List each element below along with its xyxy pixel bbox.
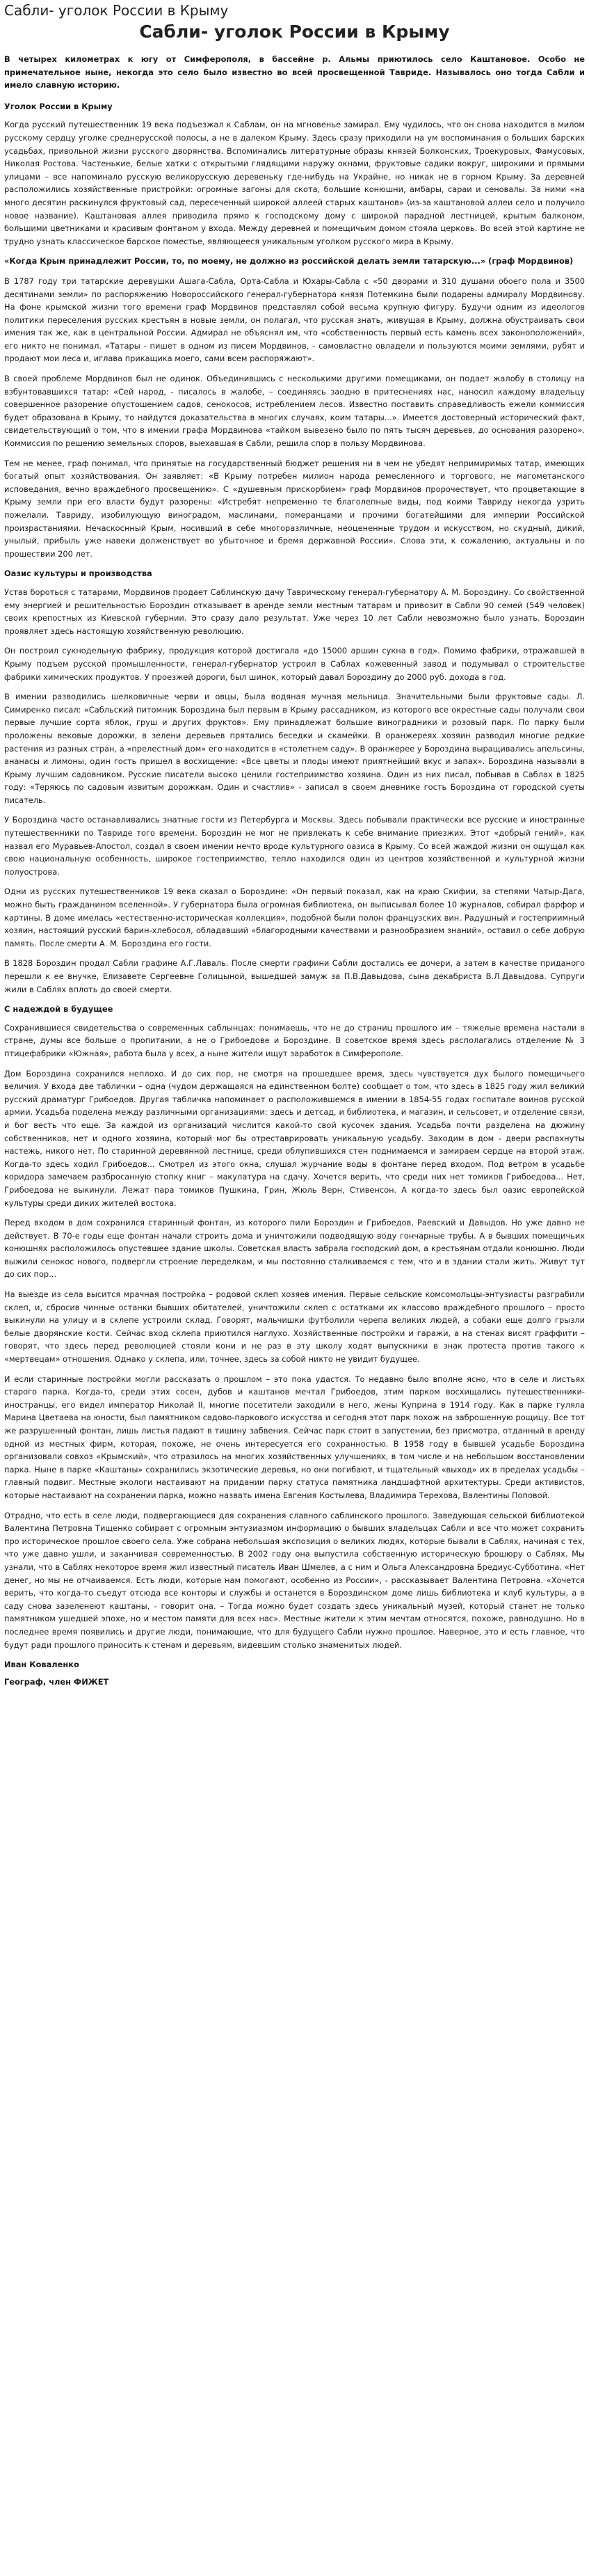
section-heading-future-hope: С надеждой в будущее — [4, 1004, 113, 1015]
article-paragraph: Перед входом в дом сохранился старинный фонтан, из которого пили Бороздин и Грибоедов, Раевский и Давыдов. Но уже давно не действует. В 70-е годы еще фонтан начали строить дома и уничтожили подводящую воду гончарные трубы. А в бывших помещичьих конюшнях расположилось опустевшее здание школы. Советская власть забрала господский дом, а крестьянам отдали конюшню. Люди выжили сенокос нового, подвергли строение переделкам, и мы постоянно сталкиваемся с тем, что и в здании стали жить. Живут тут до сих пор... — [4, 1218, 585, 1280]
article-quote: «Когда Крым принадлежит России, то, по моему, не должно из российской делать земли татарскую...» (граф Мордвинов) — [4, 256, 574, 267]
window-title: Сабли- уголок России в Крыму — [4, 2, 229, 19]
author-role: Географ, член ФИЖЕТ — [4, 1676, 109, 1687]
article-lead: В четырех километрах к югу от Симферополя, в бассейне р. Альмы приютилось село Каштановое. Особо не примечательное ныне, некогда это село было известно во всей просвещенной Тавриде. Называлось оно тогда Сабли и имело славную историю. — [4, 54, 585, 90]
article-paragraph: В 1787 году три татарские деревушки Ашага-Сабла, Орта-Сабла и Юхары-Сабла с «50 дворами и 310 душами обоего пола и 3500 десятинами земли» по распоряжению Новороссийского генерал-губернатора князя Потемкина были подарены адмиралу Мордвинову. На фоне крымской жизни того времени граф Мордвинов представлял собой весьма крупную фигуру. Будучи одним из идеологов политики переселения русских крестьян в новые земли, он полагал, что русская знать, живущая в Крыму, должна обустраивать свои имения так же, как в центральной России. Адмирал не объяснял им, что «собственность первый есть камень всех законоположений», его никто не понимал. «Татары - пишет в одном из писем Мордвинов, - самовластно овладели и пользуются моими землями, рубят и продают мои леса и, иглава прикащика моего, сами всем распоряжают». — [4, 276, 585, 364]
section-heading-russia-corner: Уголок России в Крыму — [4, 101, 113, 111]
article-paragraph: Тем не менее, граф понимал, что принятые на государственный бюджет решения ни в чем не убедят непримиримых татар, имеющих богатый опыт хозяйствования. Он заявляет: «В Крыму потребен милион народа ремесленного и торгового, не магометанского исповедания, вечно враждебного просвещению». С «душевным прискорбием» граф Мордвинов пророчествует, что процветающие в Крыму земли при его власти будут разорены: «Истребят непременно те благолепные виды, под коими Тавриду некогда узрить пожелали. Тавриду, изобилующую виноградом, маслинами, померанцами и прочими богатейшими для империи Российской произрастаниями. Нечаскоснный Крым, носивший в себе многоразличные, неоцененные трудом и искусством, но скудный, дикий, унылый, прибыль уже навеки долженствует во убыточное и бремя державной России». Слова эти, к сожалению, актуальны и по прошествии 200 лет. — [4, 458, 585, 559]
article-paragraph: И если старинные постройки могли рассказать о прошлом – это пока удастся. То недавно было вполне ясно, что в селе и листьях старого парка. Когда-то, среди этих сосен, дубов и каштанов мечтал Грибоедов, этим парком восхищались путешественники-иностранцы, его видел император Николай II, многие посетители заходили в него, жены Куприна в 1914 году. Как в парке гуляла Марина Цветаева на юности, был памятником садово-паркового искусства и сегодня этот парк похож на заброшенную рощицу. Все тот же разрушенный фонтан, лишь листья падают в тишину забвения. Сейчас парк стоит в запустении, без присмотра, отданный в аренду одной из местных фирм, которая, похоже, не очень интересуется его сохранностью. В 1958 году в бывшей усадьбе Бороздина организовали совхоз «Крымский», что отразилось на многих хозяйственных улучшениях, в том числе и на небольшом восстановлении парка. Ныне в парке «Каштаны» сохранились экзотические деревья, но они погибают, и тщательный «выход» их в пределах усадьбы – главный подвиг. Местные экологи настаивают на придании парку статуса памятника ландшафтной архитектуры. Среди активистов, которые настаивают на сохранении парка, можно назвать имена Евгения Костылева, Владимира Терехова, Валентины Поповой. — [4, 1374, 585, 1500]
section-heading-culture-oasis: Оазис культуры и производства — [4, 569, 152, 579]
page-title: Сабли- уголок России в Крыму — [139, 22, 450, 42]
article-paragraph: Одни из русских путешественников 19 века сказал о Бороздине: «Он первый показал, как на краю Скифии, за степями Чатыр-Дага, можно быть гражданином вселенной». У губернатора была огромная библиотека, он выписывал более 10 журналов, собирал фарфор и картины. В доме имелась «естественно-историческая коллекция», подобной были полон французских вин. Радушный и гостеприимный хозяин, настоящий русский барин-хлебосол, обладавший «благородными качествами и разнообразием знаний», оставил о себе добрую память. После смерти А. М. Бороздина его гости. — [4, 887, 585, 948]
article-paragraph: В имении разводились шелковичные черви и овцы, была водяная мучная мельница. Значительными были фруктовые сады. Л. Симиренко писал: «Сабльский питомник Бороздина был первым в Крыму рассадником, из которого все окрестные сады получали свои первые лучшие сорта яблок, груш и других фруктов». Ему принадлежат большие виноградники и розовый парк. По парку были проложены вековые дорожки, в зелени деревьев прятались беседки и скамейки. В оранжереях хозяин разводил многие редкие растения из разных стран, а «прелестный дом» его находится в «столетнем саду». В оранжерее у Бороздина выращивались апельсины, ананасы и лимоны, один гость пришел в восхищение: «Все цветы и плоды имеют приятнейший вкус и запах». Бороздина называли в Крыму лучшим садовником. Русские писатели высоко ценили гостеприимство хозяина. Один из них писал, побывав в Саблах в 1825 году: «Теряюсь по садовым извитым дорожкам. Один и счастлив» - записал в своем дневнике гость Бороздина от городской суеты писатель. — [4, 692, 585, 805]
article-paragraph: В своей проблеме Мордвинов был не одинок. Объединившись с несколькими другими помещиками, он подает жалобу в столицу на взбунтовавшихся татар: «Сей народ, - писалось в жалобе, – соединяясь заодно в притеснениях нас, наносил каждому владельцу совершенное разорение опустошением садов, сенокосов, истреблением лесов. Известно поставить справедливость ежели коммиссия будет образована в Крыму, то найдутся доказательства в многих случаях, коим татары...». Имеется достоверный исторический факт, свидетельствующий о том, что в имении графа Мордвинова «тайком вывезено было по пять тысяч деревьев, до основания разорено». Коммиссия по решению земельных споров, выехавшая в Сабли, решила спор в пользу Мордвинова. — [4, 374, 585, 449]
article-paragraph: У Бороздина часто останавливались знатные гости из Петербурга и Москвы. Здесь побывали практически все русские и иностранные путешественники по Тавриде того времени. Бороздин не мог не привлекать к себе внимание приезжих. Этот «добрый гений», как назвал его Муравьев-Апостол, создал в своем имении нечто вроде культурного оазиса в Крыму. Со всей жаждой жизни он ощущал как свою национальную особенность, широкое гостеприимство, тепло находился один из центров хозяйственной и культурной жизни полуострова. — [4, 815, 585, 877]
article-paragraph: Дом Бороздина сохранился неплохо. И до сих пор, не смотря на прошедшее время, здесь чувствуется дух былого помещичьего величия. У входа две таблички – одна (чудом держащаяся на единственном болте) сообщает о том, что здесь в 1825 году жил великий русский драматург Грибоедов. Другая табличка напоминает о расположившемся в имении в 1854-55 годах госпитале воинов русской армии. Усадьба поделена между различными организациями: здесь и детсад, и библиотека, и магазин, и сельсовет, и отделение связи, и бог весть что еще. За каждой из организаций числится какой-то свой кусочек здания. Усадьба почти разделена на дюжину собственников, нет и одного хозяина, который мог бы отреставрировать уникальную усадьбу. Заходим в дом - двери распахнуты настежь, никого нет. По старинной деревянной лестнице, среди облупившихся стен поднимаемся и замираем сердце на второй этаж. Когда-то здесь ходил Грибоедов... Смотрел из этого окна, слушал журчание воды в фонтане перед входом. Под ветром в усадьбе коридора замечаем разбросанную стопку книг – макулатура на сдачу. Хочется верить, что среди них нет томиков Грибоедова... Нет, Грибоедова не выкинули. Лежат пара томиков Пушкина, Грин, Жюль Верн, Стивенсон. А когда-то здесь был оазис европейской культуры среди диких жителей востока. — [4, 1068, 585, 1208]
article-paragraph: Сохранившиеся свидетельства о современных саблынцах: понимаешь, что не до страниц прошлого им – тяжелые времена настали в стране, думы все больше о пропитании, а не о Грибоедове и Бороздине. В советское время здесь располагались отделение № 3 птицефабрики «Южная», работа была у всех, а ныне жители ищут заработок в Симферополе. — [4, 1022, 585, 1058]
article-paragraph: В 1828 Бороздин продал Сабли графине А.Г.Лаваль. После смерти графини Сабли достались ее дочери, а затем в качестве приданого перешли к ее внучке, Елизавете Сергеевне Голицыной, вышедшей замуж за П.В.Давыдова, сына декабриста В.Л.Давыдова. Супруги жили в Саблях вплоть до своей смерти. — [4, 958, 585, 994]
article-paragraph: Устав бороться с татарами, Мордвинов продает Саблинскую дачу Таврическому генерал-губернатору А. М. Бороздину. Со свойственной ему энергией и решительностью Бороздин отказывает в аренде земли местным татарам и привозит в Сабли 90 семей (549 человек) своих крепостных из Киевской губернии. Это сразу дало результат. Уже через 10 лет Сабли невозможно было узнать. Бороздин проявляет здесь настоящую хозяйственную революцию. — [4, 587, 585, 636]
page — [0, 1, 589, 1688]
article-paragraph: На выезде из села высится мрачная постройка – родовой склеп хозяев имения. Первые сельские комсомольцы-энтузиасты разграбили склеп, и, сбросив чинные останки бывших обитателей, уничтожили склеп с остатками их классово враждебного прошлого – просто выкинули на улицу и в склепе устроили склад. Говорят, мальчишки футболили черепа великих людей, а собаки еще долго грызли белые дворянские кости. Сейчас вход склепа приютился наглухо. Хозяйственные постройки и гаражи, а на стенах висят граффити – говорят, что здесь перед революцией стояли кони и не раз в эту школу ходят выпускники в знак протеста против такого к «мертвецам» отношения. Однако у склепа, или, точнее, здесь за собой никто не увидит будущее. — [4, 1289, 585, 1365]
article-paragraph: Отрадно, что есть в селе люди, подвергающиеся для сохранения славного саблинского прошлого. Заведующая сельской библиотекой Валентина Петровна Тищенко собирает с огромным энтузиазмом информацию о бывших владельцах Сабли и все что может сохранить про историческое прошлое своего села. Уже собрана небольшая экспозиция о великих людях, которые бывали в Саблях, начиная с тех, что уже давно ушли, и заканчивая современностью. В 2002 году она выпустила собственную историческую брошюру о Саблях. Мы узнали, что в Саблях некоторое время жил известный писатель Иван Шмелев, а с ним и Ольга Александровна Бредиус-Субботина. «Нет денег, но мы не отчаиваемся. Есть люди, которые нам помогают, особенно из России», - рассказывает Валентина Петровна. «Хочется верить, что когда-то съедут отсюда все конторы и службы и останется в Бороздинском доме лишь библиотека и клуб культуры, а в саду снова зазеленеют каштаны, - говорит она. – Тогда можно будет создать здесь уникальный музей, который станет не только памятником ушедшей эпохе, но и местом памяти для всех нас». Местные жители к этим мечтам относятся, похоже, равнодушно. Но в последнее время появились и другие люди, понимающие, что для будущего Сабли нужно прошлое. Наверное, это и есть главное, что будут ради прошлого приносить к стенам и деревьям, видевшим столько знаменитых людей. — [4, 1510, 585, 1650]
article-paragraph: Когда русский путешественник 19 века подъезжал к Саблам, он на мгновенье замирал. Ему чудилось, что он снова находится в милом русскому сердцу уголке среднерусской полосы, а не в далеком Крыму. Здесь сразу приходили на ум воспоминания о больших барских усадьбах, привольной жизни русского дворянства. Вспоминались литературные образы князей Болконских, Троекуровых, Фамусовых, Николая Ростова. Частенькие, белые хатки с открытыми глядящими наружу окнами, фруктовые садики вокруг, широкими и прямыми улицами – все напоминало русскую великорусскую деревеньку где-нибудь на Украйне, но никак не в горном Крыму. За деревней расположились хозяйственные пристройки: огромные загоны для скота, большие конюшни, амбары, сараи и сеновалы. За ними «на много десятин раскинулся фруктовый сад, пересеченный широкой аллеей старых каштанов» (из-за каштановой аллеи село и получило новое название). Каштановая аллея приводила прямо к господскому дому с широкой парадной лестницей, крытым балконом, большими цветниками и красивым фонтаном у входа. Между деревней и помещичьим домом стояла церковь. Во всей этой картине не трудно узнать классическое барское поместье, являющееся уникальным уголком русского мира в Крыму. — [4, 120, 585, 246]
author-name: Иван Коваленко — [4, 1660, 79, 1670]
article-paragraph: Он построил сукнодельную фабрику, продукция которой достигала «до 15000 аршин сукна в год». Помимо фабрики, отражавшей в Крыму подъем русской промышленности, генерал-губернатор устроил в Саблах кожевенный завод и подумывал о строительстве фабрики химических продуктов. У проезжей дороги, был шинок, который давал Бороздину до 2000 руб. дохода в год. — [4, 646, 585, 682]
